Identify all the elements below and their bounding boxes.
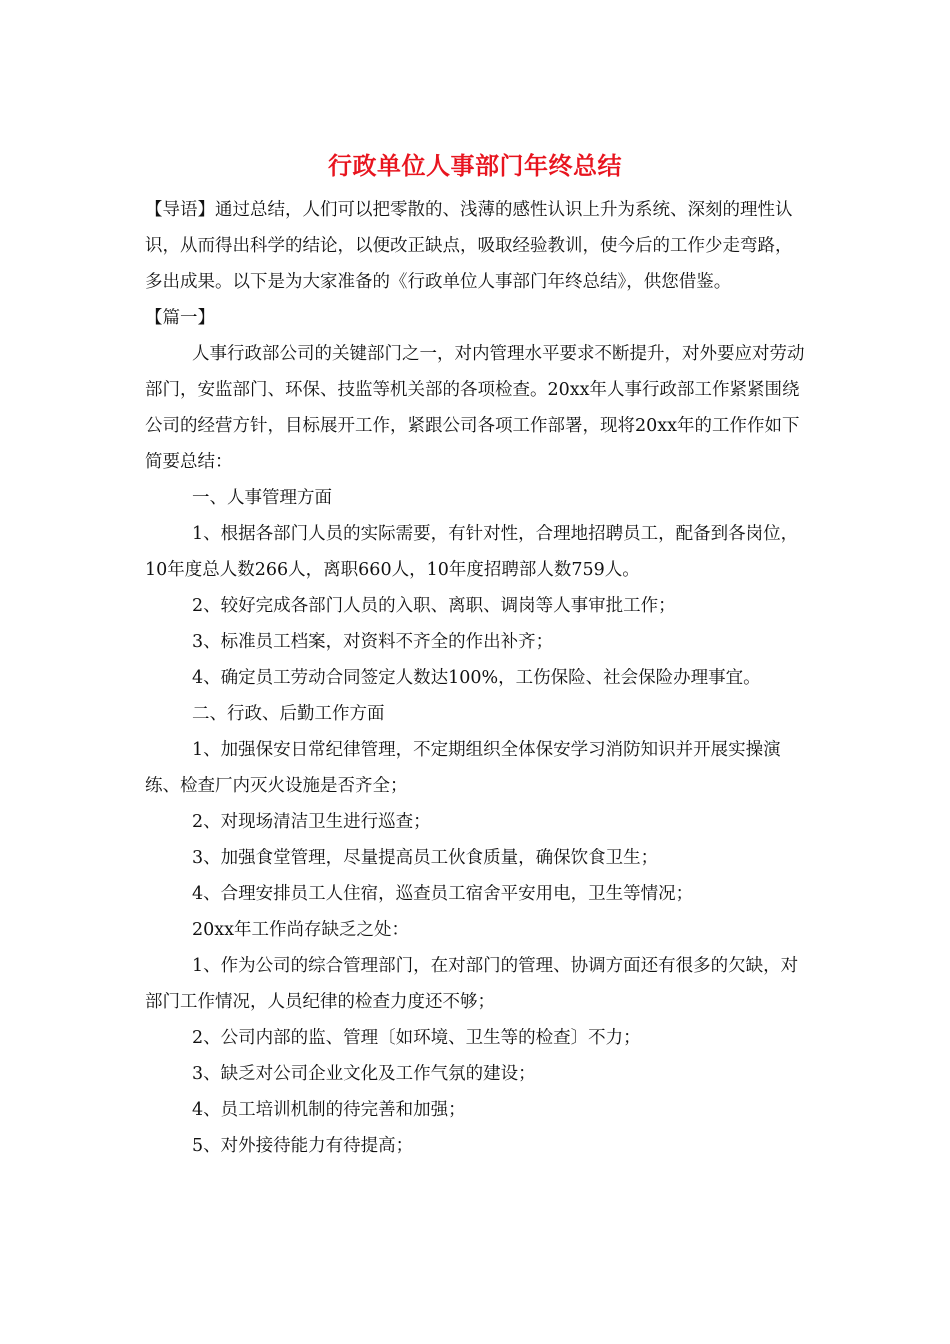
- list-item: 3、加强食堂管理，尽量提高员工伙食质量，确保饮食卫生；: [192, 848, 659, 868]
- body-paragraph: 人事行政部公司的关键部门之一，对内管理水平要求不断提升，对外要应对劳动部门，安监部门、环保、技监等机关部的各项检查。20xx年人事行政部工作紧紧围绕公司的经营方针，目标展开工作，紧跟公司各项工作部署，现将20xx年的工作作如下简要总结：: [145, 344, 805, 472]
- section-heading: 二、行政、后勤工作方面: [192, 704, 385, 724]
- list-item: 4、确定员工劳动合同签定人数达100%，工伤保险、社会保险办理事宜。: [192, 668, 761, 688]
- list-item: 5、对外接待能力有待提高；: [192, 1136, 414, 1156]
- list-item: 1、根据各部门人员的实际需要，有针对性，合理地招聘员工，配备到各岗位，10年度总人数266人，离职660人，10年度招聘部人数759人。: [145, 524, 799, 580]
- list-item: 2、较好完成各部门人员的入职、离职、调岗等人事审批工作；: [192, 596, 676, 616]
- list-item: 1、作为公司的综合管理部门，在对部门的管理、协调方面还有很多的欠缺，对部门工作情况，人员纪律的检查力度还不够；: [145, 956, 799, 1012]
- section-heading: 20xx年工作尚存缺乏之处：: [192, 920, 410, 940]
- list-item: 1、加强保安日常纪律管理，不定期组织全体保安学习消防知识并开展实操演练、检查厂内灭火设施是否齐全；: [145, 740, 781, 796]
- list-item: 4、合理安排员工人住宿，巡查员工宿舍平安用电，卫生等情况；: [192, 884, 694, 904]
- section-heading: 一、人事管理方面: [192, 488, 332, 508]
- document-title: 行政单位人事部门年终总结: [328, 151, 622, 180]
- list-item: 3、标准员工档案，对资料不齐全的作出补齐；: [192, 632, 554, 652]
- list-item: 2、对现场清洁卫生进行巡查；: [192, 812, 431, 832]
- document-body: [145, 192, 805, 1164]
- intro-paragraph: 【导语】通过总结，人们可以把零散的、浅薄的感性认识上升为系统、深刻的理性认识，从而得出科学的结论，以便改正缺点，吸取经验教训，使今后的工作少走弯路，多出成果。以下是为大家准备的《行政单位人事部门年终总结》，供您借鉴。: [145, 200, 793, 292]
- list-item: 2、公司内部的监、管理〔如环境、卫生等的检查〕不力；: [192, 1028, 641, 1048]
- list-item: 4、员工培训机制的待完善和加强；: [192, 1100, 466, 1120]
- section-label: 【篇一】: [145, 308, 215, 328]
- list-item: 3、缺乏对公司企业文化及工作气氛的建设；: [192, 1064, 536, 1084]
